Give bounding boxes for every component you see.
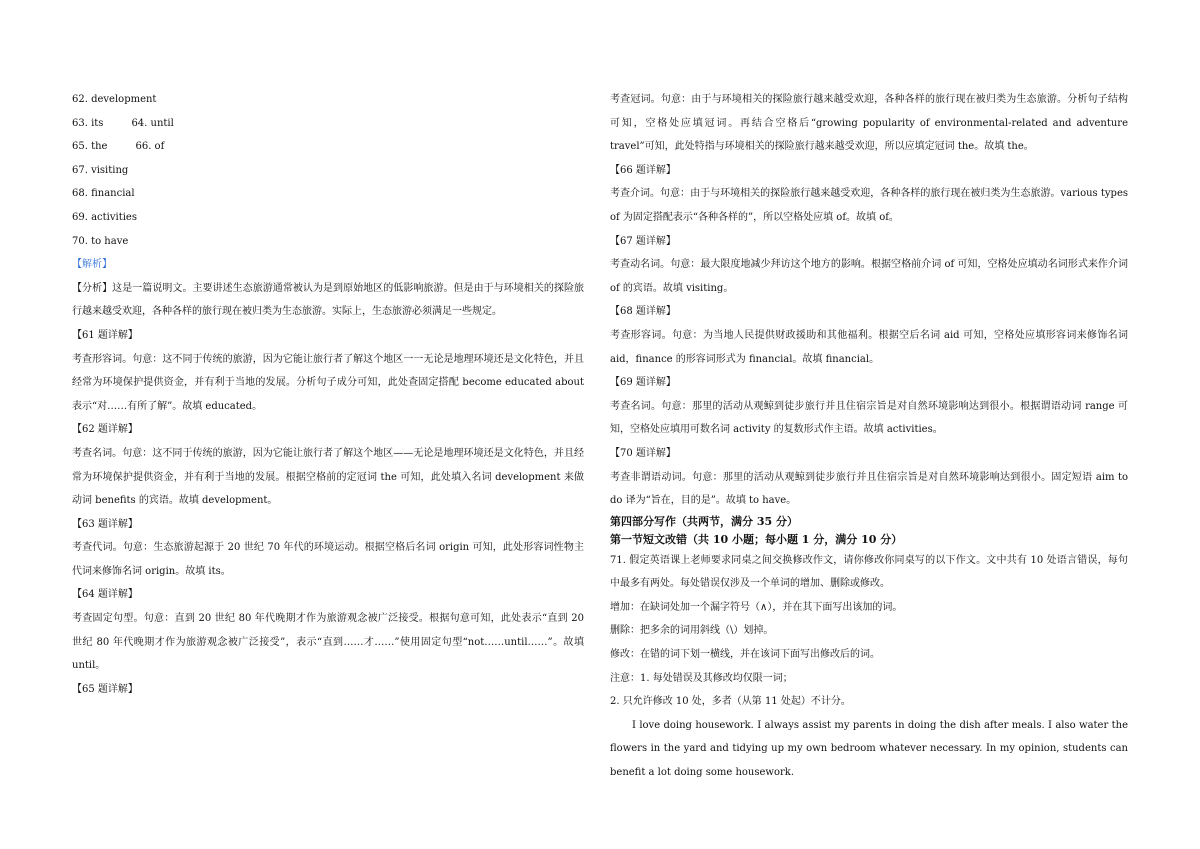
q64-heading: 【64 题详解】 <box>72 589 138 601</box>
q70-heading: 【70 题详解】 <box>610 447 676 459</box>
q67-explanation: 考查动名词。句意：最大限度地减少拜访这个地方的影响。根据空格前介词 of 可知，空格处应填动名词形式来作介词 of 的宾语。故填 visiting。 <box>610 259 1128 294</box>
q61-heading: 【61 题详解】 <box>72 329 138 341</box>
q66-explanation: 考查介词。句意：由于与环境相关的探险旅行越来越受欢迎，各种各样的旅行现在被归类为生态旅游。various types of 为固定搭配表示“各种各样的”，所以空格处应填 of。故填 of。 <box>610 188 1128 223</box>
q71-instructions: 71. 假定英语课上老师要求同桌之间交换修改作文，请你修改你同桌写的以下作文。文中共有 10 处语言错误，每句中最多有两处。每处错误仅涉及一个单词的增加、删除或修改。 <box>610 554 1128 590</box>
note-1: 注意：1. 每处错误及其修改均仅限一词； <box>610 672 793 684</box>
instruction-delete: 删除：把多余的词用斜线（\）划掉。 <box>610 625 774 637</box>
analysis-heading: 【解析】 <box>72 259 112 271</box>
left-column <box>72 88 584 701</box>
answer-67: 67. visiting <box>72 164 129 176</box>
instruction-add: 增加：在缺词处加一个漏字符号（∧），并在其下面写出该加的词。 <box>610 601 903 613</box>
answer-62: 62. development <box>72 94 157 105</box>
q69-heading: 【69 题详解】 <box>610 377 676 389</box>
q61-explanation: 考查形容词。句意：这不同于传统的旅游，因为它能让旅行者了解这个地区一一无论是地理环境还是文化特色，并且经常为环境保护提供资金，并有利于当地的发展。分析句子成分可知，此处查固定搭配 become educated about 表示“对……有所了解”。故填 educated。 <box>72 353 584 412</box>
q68-explanation: 考查形容词。句意：为当地人民提供财政援助和其他福利。根据空后名词 aid 可知，空格处应填形容词来修饰名词 aid，finance 的形容词形式为 financial。故填 financial。 <box>610 329 1128 365</box>
part4-heading: 第四部分写作（共两节，满分 35 分） <box>610 514 798 528</box>
q68-heading: 【68 题详解】 <box>610 306 676 318</box>
note-2: 2. 只允许修改 10 处，多者（从第 11 处起）不计分。 <box>610 696 851 708</box>
q65-explanation: 考查冠词。句意：由于与环境相关的探险旅行越来越受欢迎，各种各样的旅行现在被归类为生态旅游。分析句子结构可知，空格处应填冠词。再结合空格后“growing popularity of environmental-related and adventure travel”可知，此处特指与环境相关的探险旅行越来越受欢迎，所以应填定冠词 the。故填 the。 <box>610 94 1128 153</box>
q62-heading: 【62 题详解】 <box>72 424 138 436</box>
answer-66: 66. of <box>135 141 165 153</box>
section1-heading: 第一节短文改错（共 10 小题；每小题 1 分，满分 10 分） <box>610 532 903 546</box>
answer-64: 64. until <box>131 117 174 129</box>
answer-row-63-64 <box>72 112 584 136</box>
answer-70: 70. to have <box>72 235 129 247</box>
answer-65: 65. the <box>72 141 108 153</box>
q67-heading: 【67 题详解】 <box>610 235 676 247</box>
q63-explanation: 考查代词。句意：生态旅游起源于 20 世纪 70 年代的环境运动。根据空格后名词 origin 可知，此处形容词性物主代词来修饰名词 origin。故填 its。 <box>72 542 584 577</box>
right-column <box>610 88 1128 785</box>
q70-explanation: 考查非谓语动词。句意：那里的活动从观鲸到徒步旅行并且住宿宗旨是对自然环境影响达到很小。固定短语 aim to do 译为“旨在，目的是”。故填 to have。 <box>610 471 1128 507</box>
answer-row-65-66 <box>72 135 584 159</box>
analysis-summary: 【分析】这是一篇说明文。主要讲述生态旅游通常被认为是到原始地区的低影响旅游。但是由于与环境相关的探险旅行越来越受欢迎，各种各样的旅行现在被归类为生态旅游。实际上，生态旅游必须满足一些规定。 <box>72 282 584 318</box>
q65-heading: 【65 题详解】 <box>72 683 138 695</box>
instruction-modify: 修改：在错的词下划一横线，并在该词下面写出修改后的词。 <box>610 649 880 661</box>
answer-68: 68. financial <box>72 188 135 200</box>
answer-63: 63. its <box>72 117 104 129</box>
q63-heading: 【63 题详解】 <box>72 518 138 530</box>
q69-explanation: 考查名词。句意：那里的活动从观鲸到徒步旅行并且住宿宗旨是对自然环境影响达到很小。根据谓语动词 range 可知，空格处应填用可数名词 activity 的复数形式作主语。故填 activities。 <box>610 400 1128 436</box>
q62-explanation: 考查名词。句意：这不同于传统的旅游，因为它能让旅行者了解这个地区——无论是地理环境还是文化特色，并且经常为环境保护提供资金，并有利于当地的发展。根据空格前的定冠词 the 可知，此处填入名词 development 来做动词 benefits 的宾语。故填 development。 <box>72 447 584 507</box>
essay-text: I love doing housework. I always assist my parents in doing the dish after meals. I also water the flowers in the yard and tidying up my own bedroom whatever necessary. In my opinion, students can benefit a lot doing some housework. <box>610 719 1128 779</box>
answer-69: 69. activities <box>72 211 137 223</box>
q64-explanation: 考查固定句型。句意：直到 20 世纪 80 年代晚期才作为旅游观念被广泛接受。根据句意可知，此处表示“直到 20 世纪 80 年代晚期才作为旅游观念被广泛接受”，表示“直到……才……”使用固定句型“not……until……”。故填 until。 <box>72 613 584 672</box>
q66-heading: 【66 题详解】 <box>610 164 676 176</box>
